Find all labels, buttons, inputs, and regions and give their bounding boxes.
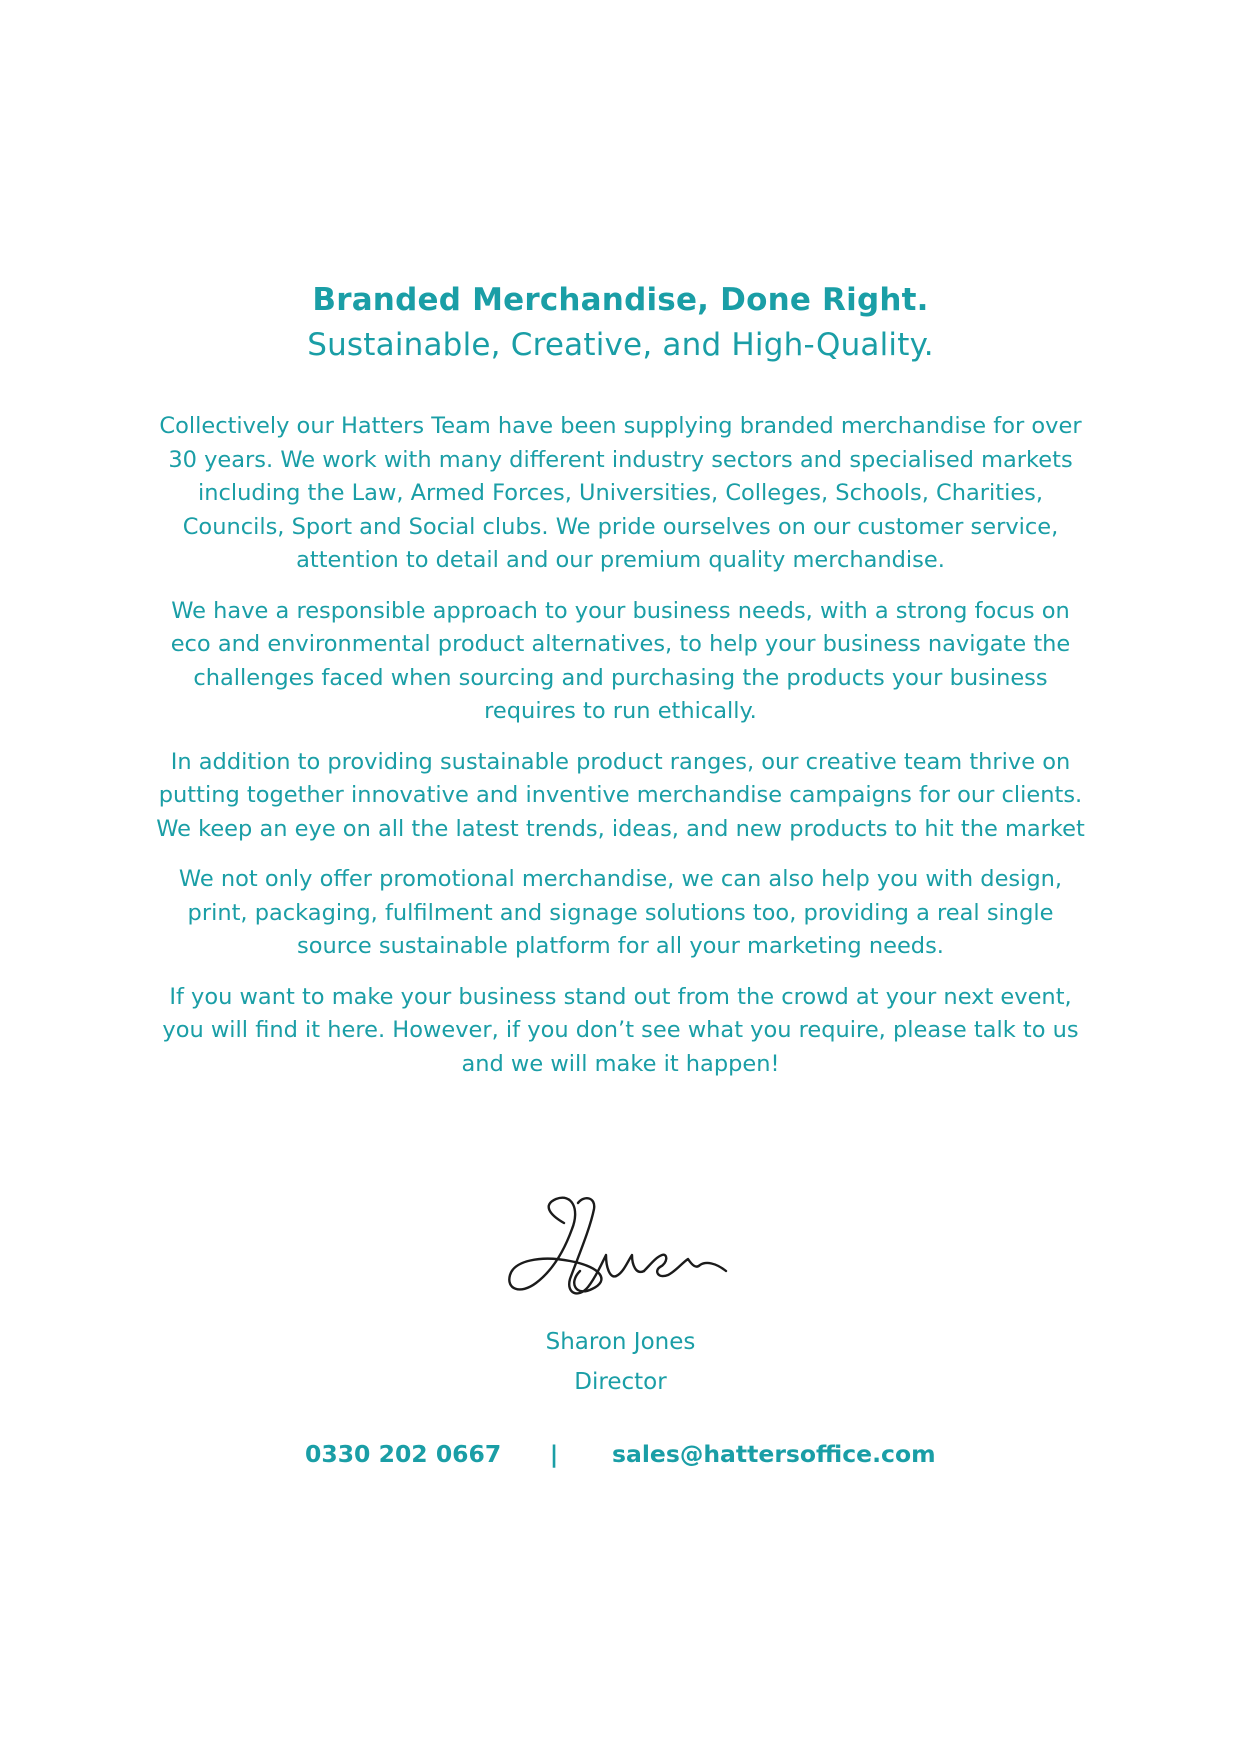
contact-separator: | [549, 1440, 559, 1468]
phone-number[interactable]: 0330 202 0667 [305, 1440, 502, 1468]
email-link[interactable]: sales@hattersoffice.com [612, 1440, 936, 1468]
signature-icon [506, 1193, 732, 1311]
signer-role: Director [574, 1369, 667, 1395]
page-title: Branded Merchandise, Done Right. [312, 282, 929, 318]
paragraph-responsible-approach: We have a responsible approach to your business needs, with a strong focus on eco and environmental product alternatives, to help your business navigate the challenges faced when sourcing and purchasing the products your business requires to run ethically. [170, 597, 1071, 724]
signer-block [0, 1322, 1241, 1402]
letter-body [150, 410, 1091, 1098]
page-subtitle: Sustainable, Creative, and High-Quality. [307, 327, 934, 363]
contact-line [0, 1436, 1241, 1472]
paragraph-creative-team: In addition to providing sustainable product ranges, our creative team thrive on putting together innovative and inventive merchandise campaigns for our clients. We keep an eye on all the latest trends, ideas, and new products to hit the market [156, 748, 1085, 842]
paragraph-services: We not only offer promotional merchandise, we can also help you with design, print, packaging, fulfilment and signage solutions too, providing a real single source sustainable platform for all your marketing needs. [178, 866, 1063, 959]
signer-name: Sharon Jones [545, 1329, 696, 1355]
paragraph-experience: Collectively our Hatters Team have been supplying branded merchandise for over 30 years. We work with many different industry sectors and specialised markets including the Law, Armed Forces, Universities, Colleges, Schools, Charities, Councils, Sport and Social clubs. We pride ourselves on our customer service, attention to detail and our premium quality merchandise. [159, 413, 1082, 573]
headline [0, 278, 1241, 368]
paragraph-closing: If you want to make your business stand out from the crowd at your next event, you will find it here. However, if you don’t see what you require, please talk to us and we will make it happen! [162, 983, 1079, 1077]
